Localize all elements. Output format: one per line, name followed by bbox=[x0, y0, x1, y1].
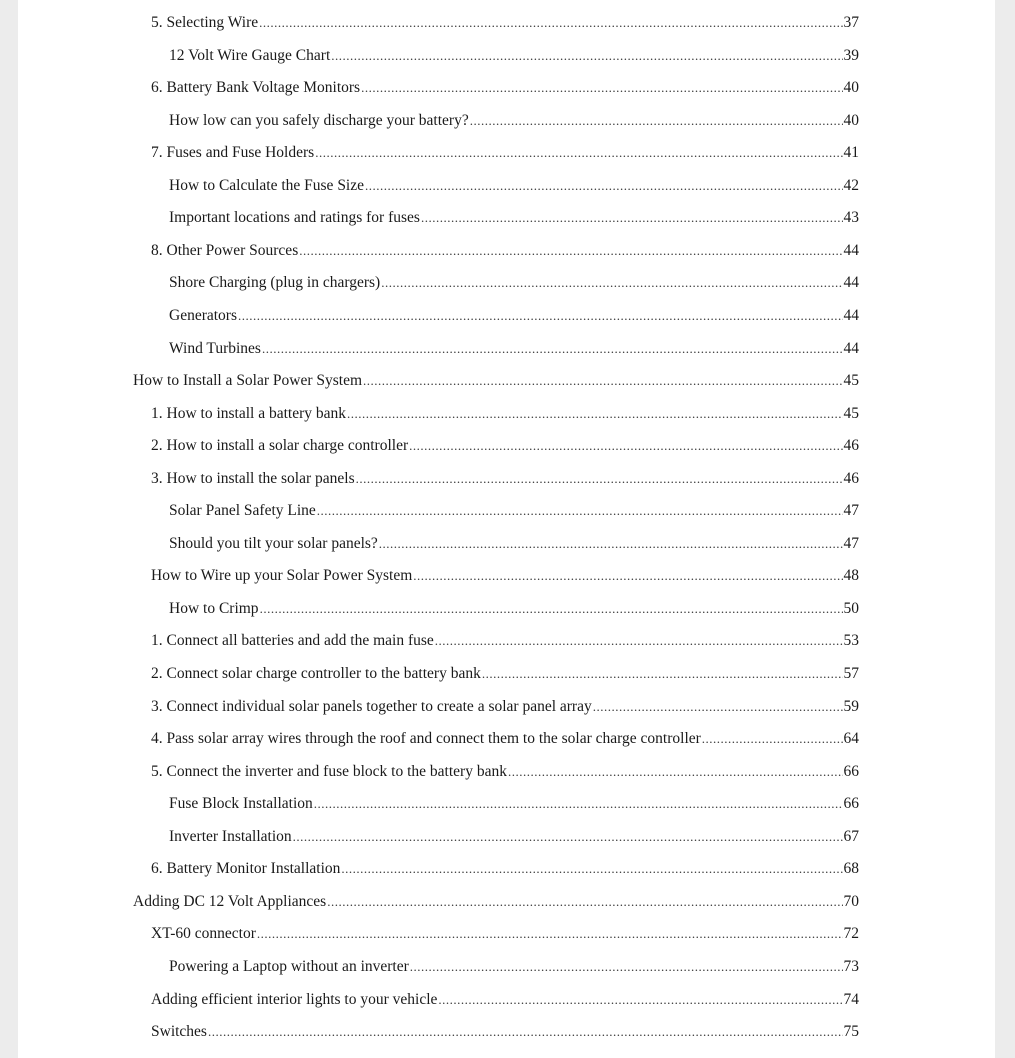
toc-entry-title: 1. How to install a battery bank bbox=[151, 404, 346, 422]
toc-entry-page-number: 45 bbox=[843, 372, 859, 390]
toc-entry[interactable] bbox=[169, 535, 859, 567]
toc-entry-page-number: 47 bbox=[843, 502, 859, 520]
toc-entry-title: How to Calculate the Fuse Size bbox=[169, 176, 364, 194]
toc-entry-title: 2. How to install a solar charge controller bbox=[151, 437, 409, 455]
toc-entry-page-number: 44 bbox=[843, 274, 859, 292]
dot-leader bbox=[381, 275, 842, 291]
toc-entry[interactable] bbox=[169, 600, 859, 632]
toc-entry[interactable] bbox=[151, 242, 859, 274]
toc-entry-page-number: 47 bbox=[843, 534, 859, 552]
toc-entry-page-number: 66 bbox=[843, 795, 859, 813]
dot-leader bbox=[438, 992, 842, 1008]
toc-entry[interactable] bbox=[151, 730, 859, 762]
document-page bbox=[18, 0, 995, 1058]
toc-entry-title: 4. Pass solar array wires through the roof and connect them to the solar charge controller bbox=[151, 730, 701, 748]
toc-entry[interactable] bbox=[169, 112, 859, 144]
toc-entry-page-number: 74 bbox=[843, 990, 859, 1008]
dot-leader bbox=[363, 373, 842, 389]
toc-entry-page-number: 44 bbox=[843, 241, 859, 259]
toc-entry-title: 1. Connect all batteries and add the main fuse bbox=[151, 632, 434, 650]
toc-entry[interactable] bbox=[151, 470, 859, 502]
dot-leader bbox=[259, 15, 842, 31]
toc-entry-title: 6. Battery Bank Voltage Monitors bbox=[151, 79, 361, 97]
toc-entry[interactable] bbox=[151, 991, 859, 1023]
dot-leader bbox=[365, 178, 843, 194]
toc-entry[interactable] bbox=[151, 567, 859, 599]
dot-leader bbox=[327, 894, 842, 910]
dot-leader bbox=[317, 503, 843, 519]
toc-entry-title: 2. Connect solar charge controller to the battery bank bbox=[151, 665, 481, 682]
toc-entry[interactable] bbox=[169, 502, 859, 534]
toc-entry[interactable] bbox=[151, 405, 859, 437]
toc-entry-page-number: 48 bbox=[843, 567, 859, 585]
dot-leader bbox=[379, 536, 843, 552]
toc-entry-page-number: 53 bbox=[843, 632, 859, 650]
toc-entry-title: Wind Turbines bbox=[169, 339, 261, 357]
toc-entry-title: Inverter Installation bbox=[169, 827, 292, 845]
toc-entry-page-number: 44 bbox=[843, 306, 859, 324]
toc-entry[interactable] bbox=[151, 1023, 859, 1055]
toc-entry-title: How to Crimp bbox=[169, 599, 259, 617]
toc-entry-title: How low can you safely discharge your battery? bbox=[169, 111, 469, 129]
dot-leader bbox=[208, 1024, 843, 1040]
toc-entry-page-number: 66 bbox=[843, 762, 859, 780]
dot-leader bbox=[238, 308, 843, 324]
toc-entry[interactable] bbox=[169, 795, 859, 827]
toc-entry[interactable] bbox=[151, 665, 859, 697]
toc-entry[interactable] bbox=[169, 47, 859, 79]
toc-entry-page-number: 44 bbox=[843, 339, 859, 357]
toc-entry-page-number: 43 bbox=[843, 209, 859, 227]
dot-leader bbox=[482, 666, 843, 682]
dot-leader bbox=[315, 145, 842, 161]
toc-entry-page-number: 41 bbox=[843, 144, 859, 162]
dot-leader bbox=[260, 601, 843, 617]
dot-leader bbox=[409, 438, 842, 454]
toc-entry[interactable] bbox=[133, 893, 859, 925]
toc-entry-title: Generators bbox=[169, 306, 237, 324]
toc-entry-title: 3. How to install the solar panels bbox=[151, 469, 355, 487]
dot-leader bbox=[341, 861, 842, 877]
toc-entry-title: 5. Connect the inverter and fuse block to the battery bank bbox=[151, 762, 507, 780]
toc-entry-title: Shore Charging (plug in chargers) bbox=[169, 274, 381, 292]
toc-entry-title: How to Install a Solar Power System bbox=[133, 372, 363, 390]
toc-entry-title: How to Wire up your Solar Power System bbox=[151, 567, 413, 585]
dot-leader bbox=[593, 699, 843, 715]
toc-entry-title: 12 Volt Wire Gauge Chart bbox=[169, 46, 331, 64]
toc-entry[interactable] bbox=[151, 925, 859, 957]
toc-entry-title: Switches bbox=[151, 1023, 207, 1041]
dot-leader bbox=[257, 926, 843, 942]
toc-entry[interactable] bbox=[151, 763, 859, 795]
dot-leader bbox=[293, 829, 843, 845]
toc-entry-page-number: 42 bbox=[843, 176, 859, 194]
dot-leader bbox=[470, 113, 843, 129]
dot-leader bbox=[347, 406, 843, 422]
toc-entry-title: Adding DC 12 Volt Appliances bbox=[133, 892, 327, 910]
toc-entry-title: 7. Fuses and Fuse Holders bbox=[151, 144, 315, 162]
dot-leader bbox=[356, 471, 843, 487]
toc-entry-page-number: 73 bbox=[843, 957, 859, 975]
dot-leader bbox=[508, 764, 843, 780]
toc-entry-page-number: 72 bbox=[843, 925, 859, 943]
toc-entry[interactable] bbox=[169, 209, 859, 241]
toc-entry-page-number: 70 bbox=[843, 892, 859, 910]
toc-entry-page-number: 50 bbox=[843, 599, 859, 617]
toc-entry[interactable] bbox=[151, 14, 859, 46]
toc-entry-page-number: 68 bbox=[843, 860, 859, 878]
toc-entry-page-number: 67 bbox=[843, 827, 859, 845]
toc-entry[interactable] bbox=[151, 860, 859, 892]
toc-entry-page-number: 37 bbox=[843, 14, 859, 31]
toc-entry-page-number: 46 bbox=[843, 469, 859, 487]
toc-entry[interactable] bbox=[169, 307, 859, 339]
toc-entry-title: 3. Connect individual solar panels together to create a solar panel array bbox=[151, 697, 592, 715]
toc-entry-title: XT-60 connector bbox=[151, 925, 256, 943]
dot-leader bbox=[331, 48, 842, 64]
toc-entry-page-number: 59 bbox=[843, 697, 859, 715]
toc-entry-title: Should you tilt your solar panels? bbox=[169, 534, 378, 552]
toc-entry-page-number: 39 bbox=[843, 46, 859, 64]
toc-entry-page-number: 45 bbox=[843, 404, 859, 422]
toc-entry[interactable] bbox=[169, 958, 859, 990]
toc-entry-page-number: 40 bbox=[843, 111, 859, 129]
toc-entry-page-number: 46 bbox=[843, 437, 859, 455]
dot-leader bbox=[413, 568, 842, 584]
toc-entry-page-number: 75 bbox=[843, 1023, 859, 1041]
dot-leader bbox=[314, 796, 843, 812]
toc-entry-title: Fuse Block Installation bbox=[169, 795, 313, 813]
dot-leader bbox=[361, 80, 842, 96]
dot-leader bbox=[435, 633, 843, 649]
toc-entry-title: 8. Other Power Sources bbox=[151, 241, 299, 259]
toc-entry[interactable] bbox=[169, 177, 859, 209]
dot-leader bbox=[299, 243, 842, 259]
toc-entry[interactable] bbox=[169, 274, 859, 306]
toc-entry[interactable] bbox=[151, 144, 859, 176]
toc-entry-title: 5. Selecting Wire bbox=[151, 14, 259, 31]
toc-entry-title: Important locations and ratings for fuses bbox=[169, 209, 420, 227]
toc-entry-title: Solar Panel Safety Line bbox=[169, 502, 316, 520]
toc-entry[interactable] bbox=[151, 79, 859, 111]
toc-entry-page-number: 57 bbox=[843, 665, 859, 682]
toc-entry[interactable] bbox=[151, 632, 859, 664]
toc-entry[interactable] bbox=[169, 828, 859, 860]
dot-leader bbox=[702, 731, 843, 747]
dot-leader bbox=[421, 210, 843, 226]
toc-entry-title: 6. Battery Monitor Installation bbox=[151, 860, 341, 878]
toc-entry-page-number: 64 bbox=[843, 730, 859, 748]
toc-entry-page-number: 40 bbox=[843, 79, 859, 97]
toc-entry[interactable] bbox=[151, 437, 859, 469]
toc-entry-title: Powering a Laptop without an inverter bbox=[169, 957, 409, 975]
toc-entry[interactable] bbox=[151, 698, 859, 730]
toc-entry[interactable] bbox=[133, 372, 859, 404]
dot-leader bbox=[262, 341, 843, 357]
toc-entry-title: Adding efficient interior lights to your vehicle bbox=[151, 990, 438, 1008]
dot-leader bbox=[410, 959, 843, 975]
toc-entry[interactable] bbox=[169, 340, 859, 372]
